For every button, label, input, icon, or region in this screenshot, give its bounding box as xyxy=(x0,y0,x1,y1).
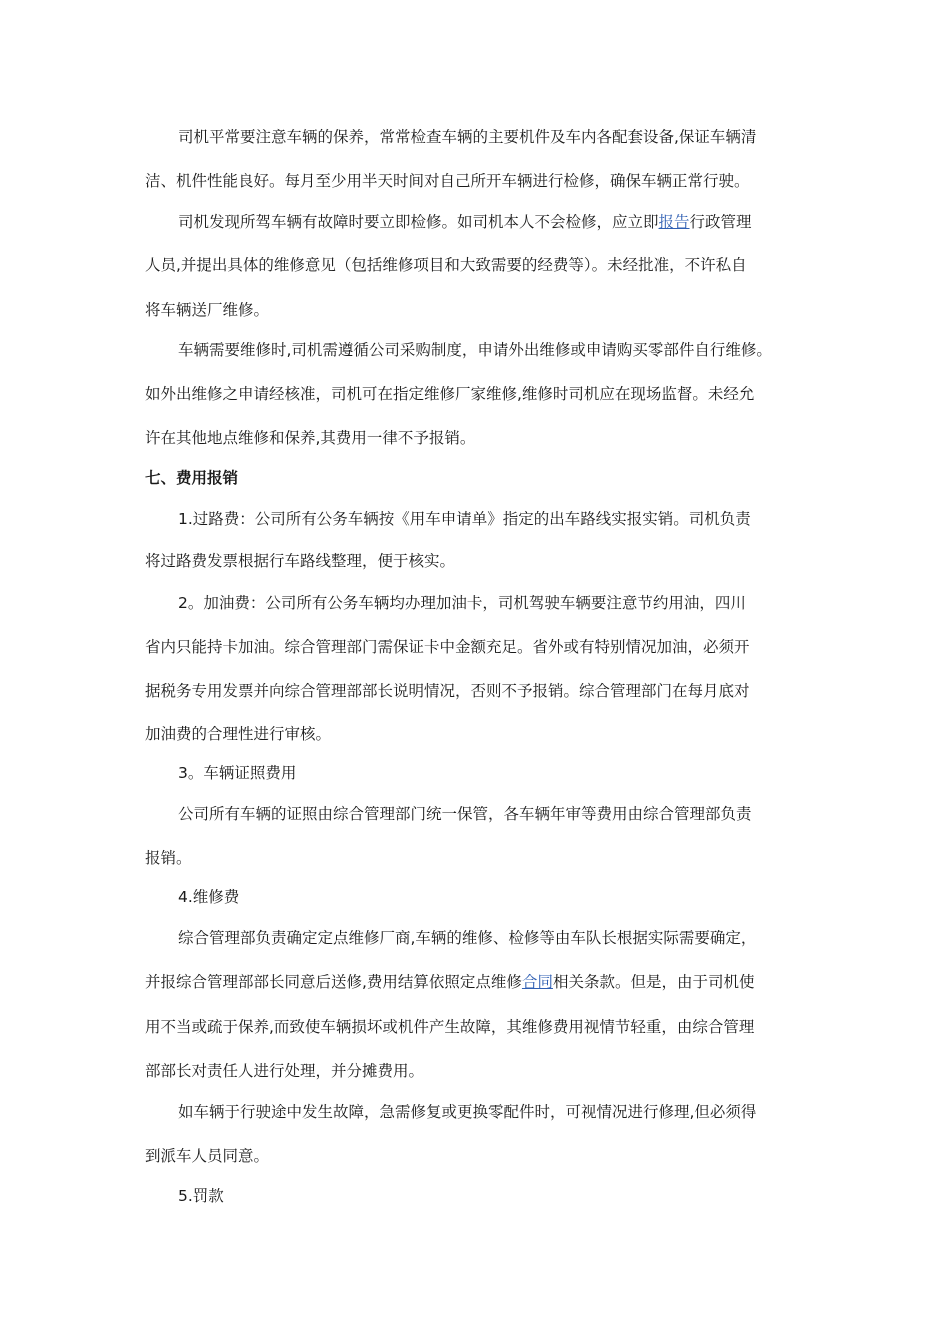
text-line xyxy=(178,211,830,233)
text-line: 到派车人员同意。 xyxy=(145,1147,270,1165)
text-line: 加油费的合理性进行审核。 xyxy=(145,725,332,743)
text-line: 5.罚款 xyxy=(178,1187,224,1205)
text-line: 1.过路费：公司所有公务车辆按《用车申请单》指定的出车路线实报实销。司机负责 xyxy=(178,510,751,528)
text-line: 3。车辆证照费用 xyxy=(178,764,297,782)
text-segment: 相关条款。但是，由于司机使 xyxy=(552,973,755,991)
text-line: 如外出维修之申请经核准，司机可在指定维修厂家维修,维修时司机应在现场监督。未经允 xyxy=(145,385,755,403)
text-line: 许在其他地点维修和保养,其费用一律不予报销。 xyxy=(145,429,476,447)
report-link[interactable]: 报告 xyxy=(658,213,690,231)
text-line: 用不当或疏于保养,而致使车辆损坏或机件产生故障，其维修费用视情节轻重，由综合管理 xyxy=(145,1018,755,1036)
text-line: 综合管理部负责确定定点维修厂商,车辆的维修、检修等由车队长根据实际需要确定， xyxy=(178,929,757,947)
contract-link[interactable]: 合同 xyxy=(521,973,553,991)
text-line: 省内只能持卡加油。综合管理部门需保证卡中金额充足。省外或有特别情况加油，必须开 xyxy=(145,638,750,656)
text-line: 2。加油费：公司所有公务车辆均办理加油卡，司机驾驶车辆要注意节约用油，四川 xyxy=(178,594,746,612)
text-segment: 司机发现所驾车辆有故障时要立即检修。如司机本人不会检修，应立即 xyxy=(178,213,659,231)
text-line: 报销。 xyxy=(145,849,192,867)
text-line: 人员,并提出具体的维修意见（包括维修项目和大致需要的经费等）。未经批准，不许私自 xyxy=(145,256,747,274)
text-line: 如车辆于行驶途中发生故障，急需修复或更换零配件时，可视情况进行修理,但必须得 xyxy=(178,1103,757,1121)
text-segment: 并报综合管理部部长同意后送修,费用结算依照定点维修 xyxy=(145,973,522,991)
text-line xyxy=(145,971,830,993)
text-line: 车辆需要维修时,司机需遵循公司采购制度，申请外出维修或申请购买零部件自行维修。 xyxy=(178,341,772,359)
text-line: 洁、机件性能良好。每月至少用半天时间对自己所开车辆进行检修，确保车辆正常行驶。 xyxy=(145,172,750,190)
text-line: 据税务专用发票并向综合管理部部长说明情况，否则不予报销。综合管理部门在每月底对 xyxy=(145,682,750,700)
text-line: 部部长对责任人进行处理，并分摊费用。 xyxy=(145,1062,425,1080)
text-segment: 行政管理 xyxy=(689,213,752,231)
section-heading: 七、费用报销 xyxy=(145,469,239,487)
text-line: 4.维修费 xyxy=(178,888,240,906)
text-line: 将过路费发票根据行车路线整理，便于核实。 xyxy=(145,552,456,570)
text-line: 司机平常要注意车辆的保养，常常检查车辆的主要机件及车内各配套设备,保证车辆清 xyxy=(178,128,757,146)
text-line: 公司所有车辆的证照由综合管理部门统一保管，各车辆年审等费用由综合管理部负责 xyxy=(178,805,752,823)
text-line: 将车辆送厂维修。 xyxy=(145,301,270,319)
